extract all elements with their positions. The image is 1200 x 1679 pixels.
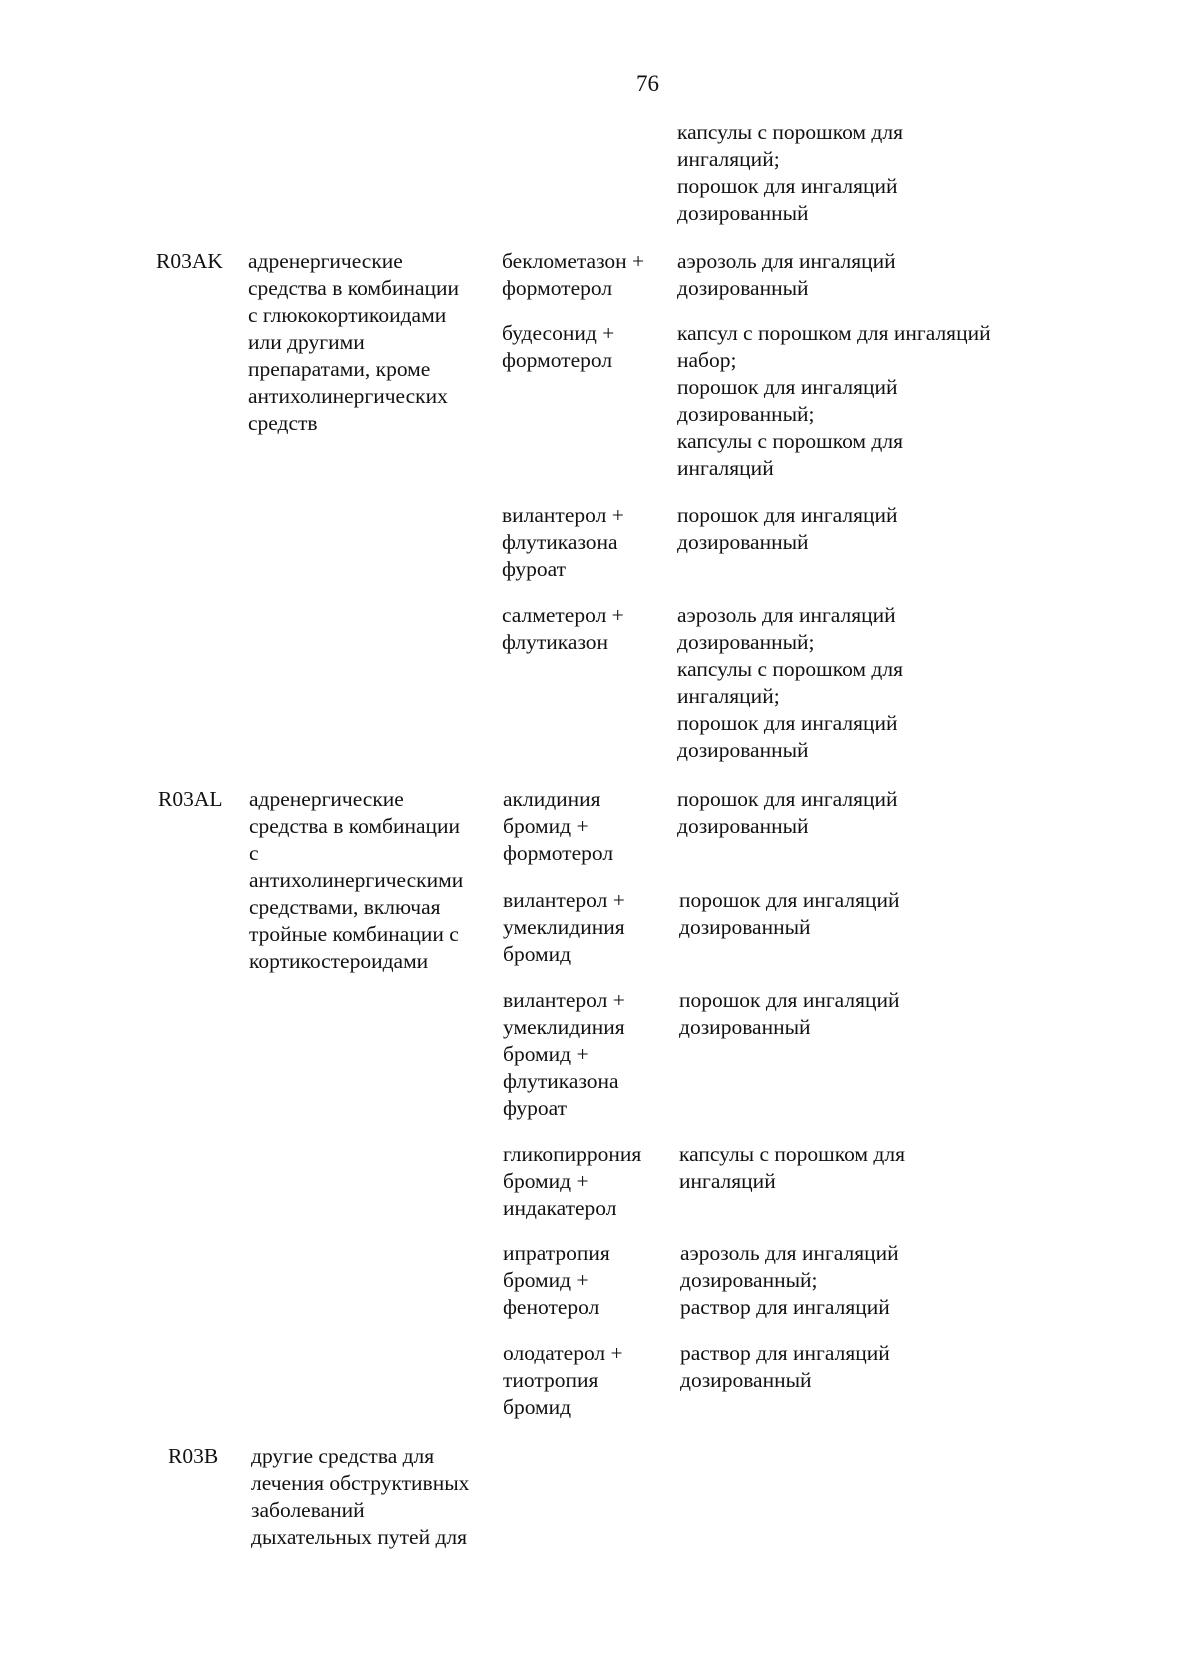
dosage-forms: порошок для ингаляций дозированный [677, 787, 898, 838]
drug-name: будесонид + формотерол [502, 321, 615, 372]
dosage-forms: порошок для ингаляций дозированный [679, 888, 900, 939]
dosage-forms-continued: капсулы с порошком для ингаляций; порошок для ингаляций дозированный [677, 120, 903, 225]
drug-name: гликопиррония бромид + индакатерол [503, 1142, 642, 1220]
drug-name: салметерол + флутиказон [502, 603, 624, 654]
drug-name: вилантерол + умеклидиния бромид + флутиказона фуроат [503, 988, 625, 1120]
dosage-forms: порошок для ингаляций дозированный [679, 988, 900, 1039]
dosage-forms: аэрозоль для ингаляций дозированный [677, 249, 896, 300]
dosage-forms: раствор для ингаляций дозированный [680, 1341, 890, 1392]
dosage-forms: аэрозоль для ингаляций дозированный; раствор для ингаляций [680, 1241, 899, 1319]
group-description-r03b: другие средства для лечения обструктивных заболеваний дыхательных путей для [251, 1444, 470, 1549]
drug-name: олодатерол + тиотропия бромид [503, 1341, 623, 1419]
dosage-forms: капсулы с порошком для ингаляций [679, 1142, 905, 1193]
group-description-r03al: адренергические средства в комбинации с антихолинергическими средствами, включая тройные комбинации с кортикостероидами [249, 787, 464, 973]
page-number: 76 [636, 71, 659, 96]
group-description-r03ak: адренергические средства в комбинации с глюкокортикоидами или другими препаратами, кроме антихолинергических средств [248, 249, 460, 435]
drug-name: вилантерол + флутиказона фуроат [502, 503, 624, 581]
atc-code-r03ak: R03AK [156, 249, 223, 273]
dosage-forms: порошок для ингаляций дозированный [677, 503, 898, 554]
atc-code-r03b: R03B [168, 1444, 219, 1468]
dosage-forms: капсул с порошком для ингаляций набор; порошок для ингаляций дозированный; капсулы с порошком для ингаляций [677, 321, 991, 480]
atc-code-r03al: R03AL [158, 787, 223, 811]
drug-name: ипратропия бромид + фенотерол [503, 1241, 610, 1319]
drug-name: вилантерол + умеклидиния бромид [503, 888, 625, 966]
drug-name: беклометазон + формотерол [502, 249, 645, 300]
dosage-forms: аэрозоль для ингаляций дозированный; капсулы с порошком для ингаляций; порошок для ингаляций дозированный [677, 603, 903, 762]
drug-name: аклидиния бромид + формотерол [503, 787, 614, 865]
